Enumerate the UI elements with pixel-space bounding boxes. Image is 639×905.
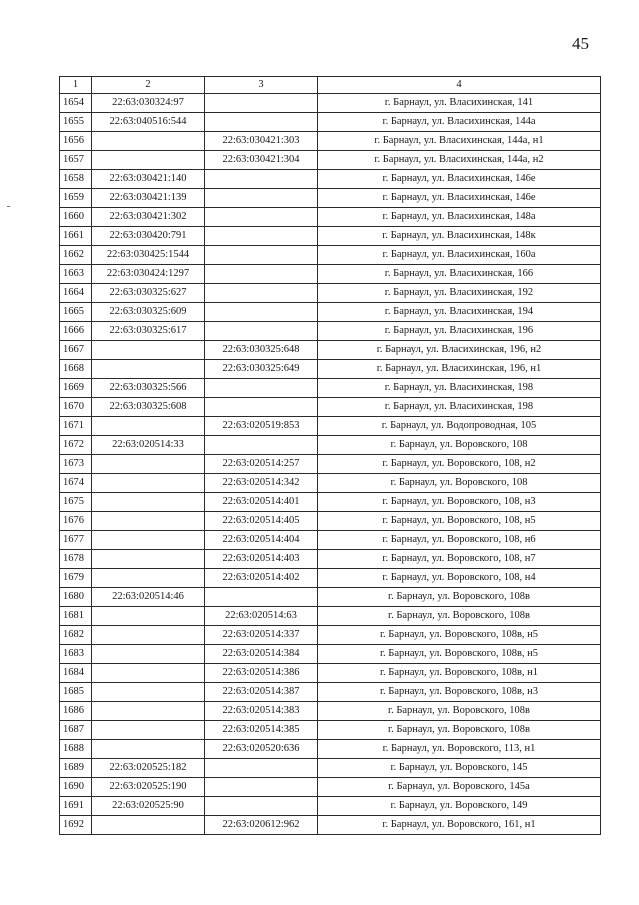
cadastral-number-cell — [92, 740, 205, 759]
premises-cadastral-number-cell: 22:63:020514:383 — [205, 702, 318, 721]
premises-cadastral-number-cell: 22:63:020514:385 — [205, 721, 318, 740]
premises-cadastral-number-cell — [205, 778, 318, 797]
column-header-4: 4 — [318, 77, 601, 94]
cadastral-number-cell — [92, 683, 205, 702]
table-row — [60, 550, 601, 569]
premises-cadastral-number-cell: 22:63:020514:403 — [205, 550, 318, 569]
table-row — [60, 740, 601, 759]
table-row — [60, 322, 601, 341]
row-number-cell: 1666 — [60, 322, 92, 341]
cadastral-number-cell: 22:63:020514:46 — [92, 588, 205, 607]
cadastral-number-cell — [92, 531, 205, 550]
cadastral-number-cell — [92, 721, 205, 740]
table-row — [60, 398, 601, 417]
cadastral-number-cell — [92, 626, 205, 645]
table-row — [60, 588, 601, 607]
cadastral-number-cell: 22:63:030421:139 — [92, 189, 205, 208]
premises-cadastral-number-cell: 22:63:020519:853 — [205, 417, 318, 436]
premises-cadastral-number-cell — [205, 227, 318, 246]
table-row — [60, 132, 601, 151]
margin-mark — [7, 206, 10, 207]
column-header-1: 1 — [60, 77, 92, 94]
cadastral-number-cell: 22:63:030425:1544 — [92, 246, 205, 265]
premises-cadastral-number-cell — [205, 170, 318, 189]
table-row — [60, 531, 601, 550]
row-number-cell: 1678 — [60, 550, 92, 569]
row-number-cell: 1658 — [60, 170, 92, 189]
row-number-cell: 1669 — [60, 379, 92, 398]
address-cell: г. Барнаул, ул. Воровского, 108, н6 — [318, 531, 601, 550]
row-number-cell: 1679 — [60, 569, 92, 588]
cadastral-number-cell — [92, 493, 205, 512]
cadastral-number-cell: 22:63:030325:608 — [92, 398, 205, 417]
cadastral-number-cell — [92, 341, 205, 360]
table-row — [60, 645, 601, 664]
address-cell: г. Барнаул, ул. Воровского, 108в — [318, 721, 601, 740]
table-row — [60, 227, 601, 246]
table-row — [60, 759, 601, 778]
row-number-cell: 1683 — [60, 645, 92, 664]
premises-cadastral-number-cell — [205, 303, 318, 322]
address-cell: г. Барнаул, ул. Воровского, 108, н7 — [318, 550, 601, 569]
table-row — [60, 303, 601, 322]
address-cell: г. Барнаул, ул. Власихинская, 144а, н1 — [318, 132, 601, 151]
premises-cadastral-number-cell — [205, 398, 318, 417]
cadastral-number-cell: 22:63:020514:33 — [92, 436, 205, 455]
table-row — [60, 417, 601, 436]
premises-cadastral-number-cell: 22:63:020514:402 — [205, 569, 318, 588]
premises-cadastral-number-cell: 22:63:020514:63 — [205, 607, 318, 626]
cadastral-number-cell: 22:63:030325:609 — [92, 303, 205, 322]
row-number-cell: 1690 — [60, 778, 92, 797]
cadastral-number-cell: 22:63:030325:566 — [92, 379, 205, 398]
row-number-cell: 1672 — [60, 436, 92, 455]
cadastral-number-cell: 22:63:020525:190 — [92, 778, 205, 797]
row-number-cell: 1661 — [60, 227, 92, 246]
cadastral-number-cell — [92, 569, 205, 588]
row-number-cell: 1655 — [60, 113, 92, 132]
premises-cadastral-number-cell — [205, 797, 318, 816]
page-number: 45 — [572, 34, 589, 53]
address-cell: г. Барнаул, ул. Власихинская, 141 — [318, 94, 601, 113]
cadastral-number-cell: 22:63:030421:140 — [92, 170, 205, 189]
table-row — [60, 474, 601, 493]
premises-cadastral-number-cell — [205, 189, 318, 208]
table-row — [60, 512, 601, 531]
cadastral-number-cell: 22:63:030424:1297 — [92, 265, 205, 284]
premises-cadastral-number-cell: 22:63:030325:649 — [205, 360, 318, 379]
cadastral-number-cell: 22:63:020525:182 — [92, 759, 205, 778]
address-cell: г. Барнаул, ул. Власихинская, 192 — [318, 284, 601, 303]
address-cell: г. Барнаул, ул. Воровского, 108в — [318, 607, 601, 626]
address-cell: г. Барнаул, ул. Власихинская, 144а, н2 — [318, 151, 601, 170]
address-cell: г. Барнаул, ул. Власихинская, 148а — [318, 208, 601, 227]
premises-cadastral-number-cell: 22:63:020514:337 — [205, 626, 318, 645]
premises-cadastral-number-cell — [205, 208, 318, 227]
premises-cadastral-number-cell — [205, 379, 318, 398]
table-row — [60, 778, 601, 797]
address-cell: г. Барнаул, ул. Воровского, 108в, н3 — [318, 683, 601, 702]
address-cell: г. Барнаул, ул. Власихинская, 198 — [318, 379, 601, 398]
premises-cadastral-number-cell — [205, 759, 318, 778]
table-row — [60, 151, 601, 170]
row-number-cell: 1664 — [60, 284, 92, 303]
row-number-cell: 1691 — [60, 797, 92, 816]
premises-cadastral-number-cell: 22:63:020514:386 — [205, 664, 318, 683]
table-row — [60, 455, 601, 474]
registry-table — [59, 76, 601, 835]
row-number-cell: 1673 — [60, 455, 92, 474]
premises-cadastral-number-cell — [205, 588, 318, 607]
row-number-cell: 1686 — [60, 702, 92, 721]
premises-cadastral-number-cell — [205, 436, 318, 455]
premises-cadastral-number-cell: 22:63:020514:342 — [205, 474, 318, 493]
table-row — [60, 664, 601, 683]
table-row — [60, 721, 601, 740]
address-cell: г. Барнаул, ул. Воровского, 108 — [318, 436, 601, 455]
address-cell: г. Барнаул, ул. Воровского, 108 — [318, 474, 601, 493]
row-number-cell: 1676 — [60, 512, 92, 531]
premises-cadastral-number-cell — [205, 284, 318, 303]
table-row — [60, 626, 601, 645]
address-cell: г. Барнаул, ул. Власихинская, 196, н1 — [318, 360, 601, 379]
table-row — [60, 189, 601, 208]
table-row — [60, 702, 601, 721]
address-cell: г. Барнаул, ул. Власихинская, 160а — [318, 246, 601, 265]
premises-cadastral-number-cell — [205, 265, 318, 284]
premises-cadastral-number-cell — [205, 322, 318, 341]
table-row — [60, 569, 601, 588]
table-row — [60, 265, 601, 284]
premises-cadastral-number-cell: 22:63:020514:384 — [205, 645, 318, 664]
address-cell: г. Барнаул, ул. Власихинская, 144а — [318, 113, 601, 132]
cadastral-number-cell: 22:63:020525:90 — [92, 797, 205, 816]
address-cell: г. Барнаул, ул. Воровского, 108в — [318, 702, 601, 721]
table-row — [60, 208, 601, 227]
table-row — [60, 436, 601, 455]
table-row — [60, 797, 601, 816]
cadastral-number-cell: 22:63:040516:544 — [92, 113, 205, 132]
cadastral-number-cell: 22:63:030324:97 — [92, 94, 205, 113]
address-cell: г. Барнаул, ул. Власихинская, 148к — [318, 227, 601, 246]
table-row — [60, 94, 601, 113]
row-number-cell: 1684 — [60, 664, 92, 683]
row-number-cell: 1665 — [60, 303, 92, 322]
premises-cadastral-number-cell: 22:63:030421:303 — [205, 132, 318, 151]
table-row — [60, 246, 601, 265]
row-number-cell: 1654 — [60, 94, 92, 113]
table-row — [60, 113, 601, 132]
table-row — [60, 683, 601, 702]
table-row — [60, 493, 601, 512]
table-row — [60, 379, 601, 398]
table-row — [60, 341, 601, 360]
row-number-cell: 1689 — [60, 759, 92, 778]
row-number-cell: 1674 — [60, 474, 92, 493]
address-cell: г. Барнаул, ул. Власихинская, 194 — [318, 303, 601, 322]
premises-cadastral-number-cell: 22:63:030325:648 — [205, 341, 318, 360]
address-cell: г. Барнаул, ул. Водопроводная, 105 — [318, 417, 601, 436]
premises-cadastral-number-cell: 22:63:030421:304 — [205, 151, 318, 170]
address-cell: г. Барнаул, ул. Воровского, 108в, н5 — [318, 645, 601, 664]
cadastral-number-cell — [92, 151, 205, 170]
premises-cadastral-number-cell — [205, 246, 318, 265]
row-number-cell: 1692 — [60, 816, 92, 835]
premises-cadastral-number-cell: 22:63:020514:405 — [205, 512, 318, 531]
row-number-cell: 1681 — [60, 607, 92, 626]
row-number-cell: 1667 — [60, 341, 92, 360]
row-number-cell: 1663 — [60, 265, 92, 284]
cadastral-number-cell — [92, 455, 205, 474]
cadastral-number-cell — [92, 474, 205, 493]
cadastral-number-cell — [92, 664, 205, 683]
address-cell: г. Барнаул, ул. Воровского, 149 — [318, 797, 601, 816]
cadastral-number-cell — [92, 550, 205, 569]
address-cell: г. Барнаул, ул. Воровского, 108в — [318, 588, 601, 607]
registry-body — [60, 94, 601, 835]
address-cell: г. Барнаул, ул. Воровского, 145а — [318, 778, 601, 797]
address-cell: г. Барнаул, ул. Власихинская, 196, н2 — [318, 341, 601, 360]
address-cell: г. Барнаул, ул. Воровского, 108в, н1 — [318, 664, 601, 683]
cadastral-number-cell — [92, 360, 205, 379]
cadastral-number-cell: 22:63:030325:617 — [92, 322, 205, 341]
address-cell: г. Барнаул, ул. Воровского, 161, н1 — [318, 816, 601, 835]
cadastral-number-cell — [92, 417, 205, 436]
cadastral-number-cell — [92, 702, 205, 721]
premises-cadastral-number-cell: 22:63:020514:257 — [205, 455, 318, 474]
row-number-cell: 1656 — [60, 132, 92, 151]
row-number-cell: 1671 — [60, 417, 92, 436]
address-cell: г. Барнаул, ул. Воровского, 145 — [318, 759, 601, 778]
address-cell: г. Барнаул, ул. Власихинская, 198 — [318, 398, 601, 417]
table-row — [60, 607, 601, 626]
address-cell: г. Барнаул, ул. Воровского, 108, н2 — [318, 455, 601, 474]
cadastral-number-cell — [92, 607, 205, 626]
address-cell: г. Барнаул, ул. Власихинская, 196 — [318, 322, 601, 341]
cadastral-number-cell: 22:63:030420:791 — [92, 227, 205, 246]
column-header-3: 3 — [205, 77, 318, 94]
address-cell: г. Барнаул, ул. Воровского, 113, н1 — [318, 740, 601, 759]
premises-cadastral-number-cell: 22:63:020514:387 — [205, 683, 318, 702]
table-row — [60, 816, 601, 835]
address-cell: г. Барнаул, ул. Воровского, 108, н5 — [318, 512, 601, 531]
column-header-2: 2 — [92, 77, 205, 94]
table-row — [60, 360, 601, 379]
row-number-cell: 1685 — [60, 683, 92, 702]
cadastral-number-cell — [92, 512, 205, 531]
cadastral-number-cell — [92, 132, 205, 151]
premises-cadastral-number-cell — [205, 113, 318, 132]
premises-cadastral-number-cell — [205, 94, 318, 113]
row-number-cell: 1670 — [60, 398, 92, 417]
table-row — [60, 170, 601, 189]
row-number-cell: 1660 — [60, 208, 92, 227]
premises-cadastral-number-cell: 22:63:020514:401 — [205, 493, 318, 512]
row-number-cell: 1668 — [60, 360, 92, 379]
row-number-cell: 1657 — [60, 151, 92, 170]
header-row — [60, 77, 601, 94]
cadastral-number-cell: 22:63:030325:627 — [92, 284, 205, 303]
premises-cadastral-number-cell: 22:63:020514:404 — [205, 531, 318, 550]
premises-cadastral-number-cell: 22:63:020520:636 — [205, 740, 318, 759]
cadastral-number-cell — [92, 816, 205, 835]
row-number-cell: 1687 — [60, 721, 92, 740]
address-cell: г. Барнаул, ул. Власихинская, 146е — [318, 189, 601, 208]
row-number-cell: 1659 — [60, 189, 92, 208]
address-cell: г. Барнаул, ул. Власихинская, 146е — [318, 170, 601, 189]
cadastral-number-cell: 22:63:030421:302 — [92, 208, 205, 227]
address-cell: г. Барнаул, ул. Воровского, 108, н3 — [318, 493, 601, 512]
address-cell: г. Барнаул, ул. Воровского, 108в, н5 — [318, 626, 601, 645]
cadastral-number-cell — [92, 645, 205, 664]
row-number-cell: 1677 — [60, 531, 92, 550]
row-number-cell: 1680 — [60, 588, 92, 607]
row-number-cell: 1675 — [60, 493, 92, 512]
premises-cadastral-number-cell: 22:63:020612:962 — [205, 816, 318, 835]
row-number-cell: 1662 — [60, 246, 92, 265]
table-row — [60, 284, 601, 303]
address-cell: г. Барнаул, ул. Воровского, 108, н4 — [318, 569, 601, 588]
row-number-cell: 1682 — [60, 626, 92, 645]
row-number-cell: 1688 — [60, 740, 92, 759]
address-cell: г. Барнаул, ул. Власихинская, 166 — [318, 265, 601, 284]
